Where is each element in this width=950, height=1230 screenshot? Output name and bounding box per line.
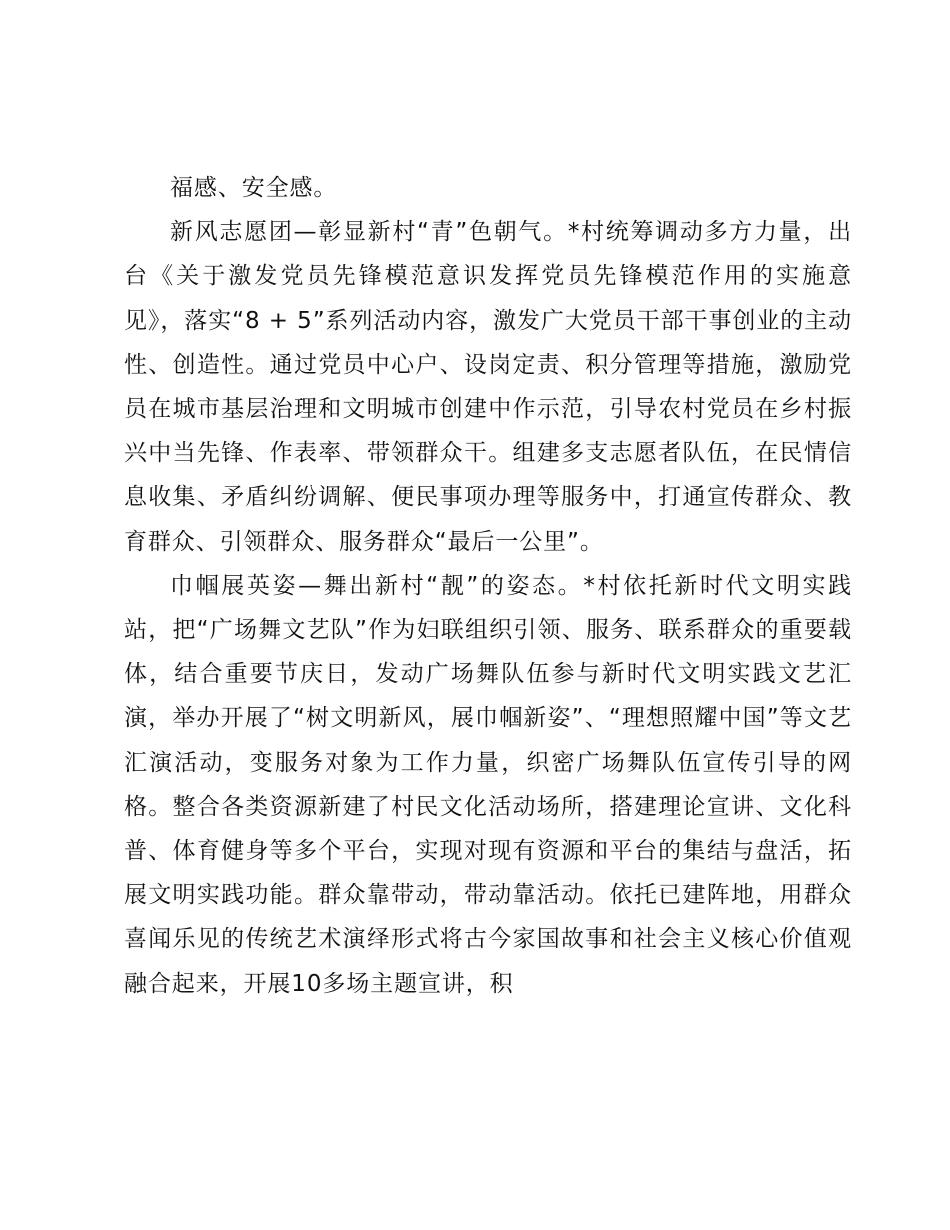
paragraph-volunteer-team: 新风志愿团—彰显新村“青”色朝气。*村统筹调动多方力量，出台《关于激发党员先锋模范意识发挥党员先锋模范作用的实施意见》，落实“8 + 5”系列活动内容，激发广大党员干部干事创业的主动性、创造性。通过党员中心户、设岗定责、积分管理等措施，激励党员在城市基层治理和文明城市创建中作示范，引导农村党员在乡村振兴中当先锋、作表率、带领群众干。组建多支志愿者队伍，在民情信息收集、矛盾纠纷调解、便民事项办理等服务中，打通宣传群众、教育群众、引领群众、服务群众“最后一公里”。 <box>124 219 852 555</box>
document-body <box>124 166 852 1006</box>
paragraph-continuation: 福感、安全感。 <box>170 175 338 201</box>
paragraph-women-dance-team: 巾帼展英姿—舞出新村“靓”的姿态。*村依托新时代文明实践站，把“广场舞文艺队”作为妇联组织引领、服务、联系群众的重要载体，结合重要节庆日，发动广场舞队伍参与新时代文明实践文艺汇演，举办开展了“树文明新风，展巾帼新姿”、“理想照耀中国”等文艺汇演活动，变服务对象为工作力量，织密广场舞队伍宣传引导的网格。整合各类资源新建了村民文化活动场所，搭建理论宣讲、文化科普、体育健身等多个平台，实现对现有资源和平台的集结与盘活，拓展文明实践功能。群众靠带动，带动靠活动。依托已建阵地，用群众喜闻乐见的传统艺术演绎形式将古今家国故事和社会主义核心价值观融合起来，开展10多场主题宣讲，积 <box>124 572 852 997</box>
